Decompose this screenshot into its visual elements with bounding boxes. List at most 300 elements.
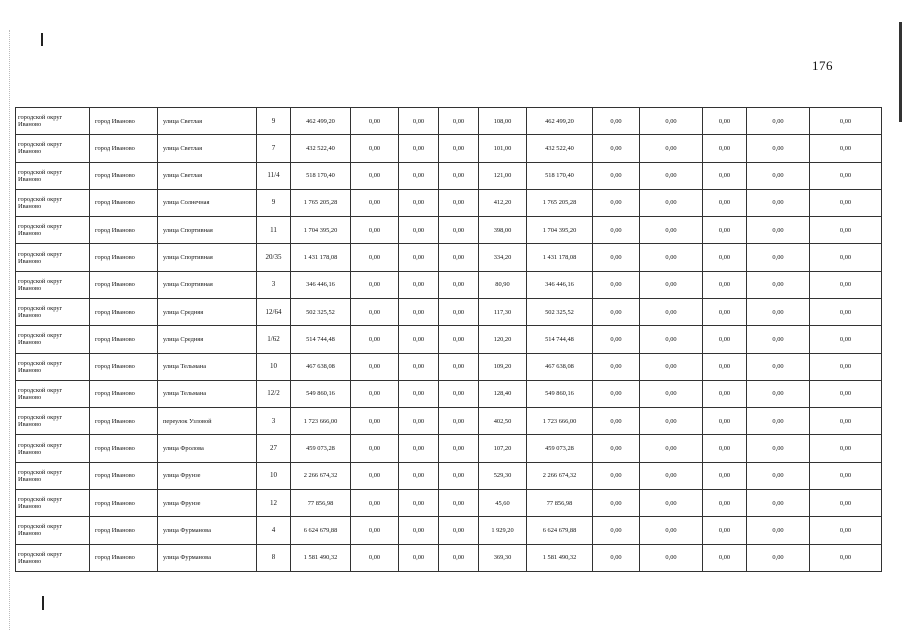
value-cell: 0,00 (640, 162, 703, 189)
scan-mark-top (41, 33, 43, 46)
value-cell: 0,00 (593, 298, 640, 325)
value-cell: 0,00 (747, 217, 810, 244)
city-cell: город Иваново (90, 135, 158, 162)
cost-budget-cell: 514 744,48 (527, 326, 593, 353)
house-number-cell: 3 (257, 271, 291, 298)
value-cell: 0,00 (351, 298, 399, 325)
area-cell: 412,20 (479, 189, 527, 216)
district-line: Иваново (18, 557, 42, 565)
city-cell: город Иваново (90, 108, 158, 135)
value-cell: 0,00 (593, 517, 640, 544)
table-row (16, 326, 882, 353)
district-line: городской округ (18, 550, 63, 558)
value-cell: 0,00 (810, 135, 882, 162)
district-line: Иваново (18, 448, 42, 456)
street-cell: улица Фролова (158, 435, 257, 462)
cost-total-cell: 1 431 178,08 (291, 244, 351, 271)
value-cell: 0,00 (351, 380, 399, 407)
cost-budget-cell: 2 266 674,32 (527, 462, 593, 489)
value-cell: 0,00 (747, 298, 810, 325)
value-cell: 0,00 (703, 298, 747, 325)
value-cell: 0,00 (810, 217, 882, 244)
value-cell: 0,00 (593, 244, 640, 271)
house-number-cell: 20/35 (257, 244, 291, 271)
table-row (16, 217, 882, 244)
district-cell (16, 298, 90, 325)
city-cell: город Иваново (90, 353, 158, 380)
value-cell: 0,00 (640, 544, 703, 572)
house-number-cell: 9 (257, 189, 291, 216)
value-cell: 0,00 (351, 244, 399, 271)
value-cell: 0,00 (703, 517, 747, 544)
value-cell: 0,00 (351, 271, 399, 298)
district-line: Иваново (18, 339, 42, 347)
value-cell: 0,00 (810, 244, 882, 271)
value-cell: 0,00 (810, 326, 882, 353)
value-cell: 0,00 (593, 189, 640, 216)
cost-budget-cell: 432 522,40 (527, 135, 593, 162)
value-cell: 0,00 (439, 462, 479, 489)
district-line: Иваново (18, 530, 42, 538)
cost-total-cell: 432 522,40 (291, 135, 351, 162)
value-cell: 0,00 (439, 408, 479, 435)
value-cell: 0,00 (351, 108, 399, 135)
street-cell: улица Светлая (158, 108, 257, 135)
value-cell: 0,00 (703, 326, 747, 353)
district-cell (16, 462, 90, 489)
district-line: городской округ (18, 168, 63, 176)
registry-table-body (16, 108, 882, 572)
area-cell: 117,30 (479, 298, 527, 325)
value-cell: 0,00 (747, 189, 810, 216)
value-cell: 0,00 (351, 435, 399, 462)
cost-budget-cell: 6 624 679,88 (527, 517, 593, 544)
value-cell: 0,00 (593, 380, 640, 407)
cost-total-cell: 1 581 490,32 (291, 544, 351, 572)
value-cell: 0,00 (640, 217, 703, 244)
value-cell: 0,00 (810, 108, 882, 135)
cost-total-cell: 2 266 674,32 (291, 462, 351, 489)
district-line: Иваново (18, 202, 42, 210)
value-cell: 0,00 (399, 462, 439, 489)
cost-total-cell: 77 856,98 (291, 489, 351, 516)
street-cell: улица Спортивная (158, 271, 257, 298)
district-line: Иваново (18, 393, 42, 401)
table-row (16, 517, 882, 544)
value-cell: 0,00 (439, 353, 479, 380)
value-cell: 0,00 (439, 489, 479, 516)
value-cell: 0,00 (810, 408, 882, 435)
house-number-cell: 3 (257, 408, 291, 435)
value-cell: 0,00 (747, 326, 810, 353)
district-line: городской округ (18, 386, 63, 394)
house-number-cell: 11 (257, 217, 291, 244)
cost-budget-cell: 549 860,16 (527, 380, 593, 407)
area-cell: 45,60 (479, 489, 527, 516)
value-cell: 0,00 (351, 162, 399, 189)
street-cell: улица Спортивная (158, 244, 257, 271)
city-cell: город Иваново (90, 489, 158, 516)
district-line: городской округ (18, 305, 63, 313)
district-line: городской округ (18, 141, 63, 149)
value-cell: 0,00 (640, 108, 703, 135)
city-cell: город Иваново (90, 544, 158, 572)
value-cell: 0,00 (810, 517, 882, 544)
house-number-cell: 7 (257, 135, 291, 162)
value-cell: 0,00 (810, 189, 882, 216)
value-cell: 0,00 (439, 162, 479, 189)
district-cell (16, 326, 90, 353)
value-cell: 0,00 (351, 489, 399, 516)
value-cell: 0,00 (399, 489, 439, 516)
value-cell: 0,00 (351, 517, 399, 544)
value-cell: 0,00 (351, 217, 399, 244)
value-cell: 0,00 (439, 326, 479, 353)
value-cell: 0,00 (640, 189, 703, 216)
value-cell: 0,00 (351, 326, 399, 353)
value-cell: 0,00 (399, 353, 439, 380)
value-cell: 0,00 (439, 271, 479, 298)
value-cell: 0,00 (351, 544, 399, 572)
house-number-cell: 27 (257, 435, 291, 462)
value-cell: 0,00 (439, 435, 479, 462)
table-row (16, 298, 882, 325)
district-cell (16, 380, 90, 407)
value-cell: 0,00 (747, 435, 810, 462)
value-cell: 0,00 (593, 326, 640, 353)
value-cell: 0,00 (399, 189, 439, 216)
value-cell: 0,00 (703, 353, 747, 380)
value-cell: 0,00 (703, 217, 747, 244)
value-cell: 0,00 (747, 244, 810, 271)
cost-budget-cell: 346 446,16 (527, 271, 593, 298)
value-cell: 0,00 (703, 135, 747, 162)
value-cell: 0,00 (593, 271, 640, 298)
scan-edge-bar (899, 22, 902, 122)
cost-total-cell: 549 860,16 (291, 380, 351, 407)
city-cell: город Иваново (90, 326, 158, 353)
house-number-cell: 10 (257, 462, 291, 489)
value-cell: 0,00 (593, 108, 640, 135)
house-number-cell: 8 (257, 544, 291, 572)
street-cell: улица Средняя (158, 298, 257, 325)
area-cell: 107,20 (479, 435, 527, 462)
cost-budget-cell: 1 704 395,20 (527, 217, 593, 244)
street-cell: улица Фрунзе (158, 489, 257, 516)
value-cell: 0,00 (399, 380, 439, 407)
value-cell: 0,00 (640, 271, 703, 298)
city-cell: город Иваново (90, 462, 158, 489)
district-line: Иваново (18, 312, 42, 320)
district-cell (16, 353, 90, 380)
street-cell: улица Светлая (158, 135, 257, 162)
district-line: Иваново (18, 257, 42, 265)
house-number-cell: 12 (257, 489, 291, 516)
value-cell: 0,00 (399, 544, 439, 572)
value-cell: 0,00 (439, 189, 479, 216)
value-cell: 0,00 (593, 489, 640, 516)
value-cell: 0,00 (747, 462, 810, 489)
value-cell: 0,00 (747, 271, 810, 298)
house-number-cell: 11/4 (257, 162, 291, 189)
district-cell (16, 271, 90, 298)
value-cell: 0,00 (810, 298, 882, 325)
value-cell: 0,00 (810, 435, 882, 462)
value-cell: 0,00 (703, 462, 747, 489)
cost-budget-cell: 1 431 178,08 (527, 244, 593, 271)
value-cell: 0,00 (439, 380, 479, 407)
table-row (16, 462, 882, 489)
cost-total-cell: 514 744,48 (291, 326, 351, 353)
value-cell: 0,00 (351, 135, 399, 162)
registry-table (15, 107, 882, 572)
city-cell: город Иваново (90, 217, 158, 244)
value-cell: 0,00 (593, 135, 640, 162)
value-cell: 0,00 (351, 353, 399, 380)
cost-total-cell: 1 765 205,28 (291, 189, 351, 216)
table-row (16, 353, 882, 380)
district-line: Иваново (18, 366, 42, 374)
scan-mark-bottom (42, 596, 44, 610)
district-line: городской округ (18, 468, 63, 476)
district-line: Иваново (18, 284, 42, 292)
value-cell: 0,00 (399, 435, 439, 462)
city-cell: город Иваново (90, 517, 158, 544)
table-row (16, 435, 882, 462)
cost-total-cell: 6 624 679,88 (291, 517, 351, 544)
city-cell: город Иваново (90, 244, 158, 271)
value-cell: 0,00 (439, 217, 479, 244)
value-cell: 0,00 (640, 244, 703, 271)
value-cell: 0,00 (593, 408, 640, 435)
area-cell: 109,20 (479, 353, 527, 380)
district-cell (16, 108, 90, 135)
value-cell: 0,00 (351, 189, 399, 216)
street-cell: переулок Узловой (158, 408, 257, 435)
district-cell (16, 517, 90, 544)
street-cell: улица Фрунзе (158, 462, 257, 489)
district-line: городской округ (18, 114, 63, 122)
cost-budget-cell: 1 723 666,00 (527, 408, 593, 435)
district-line: Иваново (18, 175, 42, 183)
value-cell: 0,00 (351, 408, 399, 435)
district-line: Иваново (18, 230, 42, 238)
value-cell: 0,00 (640, 380, 703, 407)
cost-total-cell: 346 446,16 (291, 271, 351, 298)
street-cell: улица Фурманова (158, 517, 257, 544)
value-cell: 0,00 (640, 135, 703, 162)
cost-budget-cell: 467 638,08 (527, 353, 593, 380)
value-cell: 0,00 (640, 489, 703, 516)
table-row (16, 489, 882, 516)
city-cell: город Иваново (90, 435, 158, 462)
value-cell: 0,00 (399, 162, 439, 189)
value-cell: 0,00 (640, 462, 703, 489)
value-cell: 0,00 (593, 435, 640, 462)
cost-total-cell: 467 638,08 (291, 353, 351, 380)
value-cell: 0,00 (399, 326, 439, 353)
city-cell: город Иваново (90, 380, 158, 407)
street-cell: улица Солнечная (158, 189, 257, 216)
value-cell: 0,00 (399, 271, 439, 298)
table-row (16, 271, 882, 298)
district-line: Иваново (18, 421, 42, 429)
street-cell: улица Светлая (158, 162, 257, 189)
cost-total-cell: 502 325,52 (291, 298, 351, 325)
cost-total-cell: 459 073,28 (291, 435, 351, 462)
value-cell: 0,00 (703, 544, 747, 572)
value-cell: 0,00 (747, 489, 810, 516)
value-cell: 0,00 (439, 135, 479, 162)
value-cell: 0,00 (810, 544, 882, 572)
street-cell: улица Средняя (158, 326, 257, 353)
district-line: городской округ (18, 332, 63, 340)
district-cell (16, 435, 90, 462)
district-line: городской округ (18, 441, 63, 449)
table-row (16, 189, 882, 216)
value-cell: 0,00 (593, 544, 640, 572)
street-cell: улица Спортивная (158, 217, 257, 244)
value-cell: 0,00 (703, 435, 747, 462)
value-cell: 0,00 (399, 408, 439, 435)
value-cell: 0,00 (810, 271, 882, 298)
district-line: городской округ (18, 414, 63, 422)
value-cell: 0,00 (703, 162, 747, 189)
district-line: городской округ (18, 223, 63, 231)
cost-budget-cell: 502 325,52 (527, 298, 593, 325)
street-cell: улица Тельмана (158, 380, 257, 407)
value-cell: 0,00 (703, 108, 747, 135)
value-cell: 0,00 (810, 353, 882, 380)
value-cell: 0,00 (439, 517, 479, 544)
area-cell: 128,40 (479, 380, 527, 407)
value-cell: 0,00 (640, 517, 703, 544)
value-cell: 0,00 (747, 380, 810, 407)
value-cell: 0,00 (703, 489, 747, 516)
value-cell: 0,00 (703, 380, 747, 407)
city-cell: город Иваново (90, 271, 158, 298)
district-cell (16, 135, 90, 162)
district-line: Иваново (18, 121, 42, 129)
value-cell: 0,00 (399, 108, 439, 135)
value-cell: 0,00 (593, 353, 640, 380)
area-cell: 101,00 (479, 135, 527, 162)
value-cell: 0,00 (399, 298, 439, 325)
area-cell: 121,00 (479, 162, 527, 189)
value-cell: 0,00 (747, 517, 810, 544)
value-cell: 0,00 (399, 244, 439, 271)
city-cell: город Иваново (90, 298, 158, 325)
value-cell: 0,00 (747, 135, 810, 162)
value-cell: 0,00 (593, 462, 640, 489)
value-cell: 0,00 (747, 544, 810, 572)
value-cell: 0,00 (810, 489, 882, 516)
table-row (16, 380, 882, 407)
value-cell: 0,00 (640, 298, 703, 325)
value-cell: 0,00 (747, 162, 810, 189)
value-cell: 0,00 (810, 380, 882, 407)
table-row (16, 244, 882, 271)
cost-budget-cell: 1 581 490,32 (527, 544, 593, 572)
value-cell: 0,00 (747, 408, 810, 435)
area-cell: 80,90 (479, 271, 527, 298)
district-line: городской округ (18, 277, 63, 285)
district-line: городской округ (18, 523, 63, 531)
table-row (16, 135, 882, 162)
value-cell: 0,00 (703, 271, 747, 298)
area-cell: 120,20 (479, 326, 527, 353)
district-cell (16, 544, 90, 572)
area-cell: 108,00 (479, 108, 527, 135)
city-cell: город Иваново (90, 408, 158, 435)
table-row (16, 162, 882, 189)
area-cell: 1 929,20 (479, 517, 527, 544)
value-cell: 0,00 (640, 353, 703, 380)
value-cell: 0,00 (399, 135, 439, 162)
district-cell (16, 217, 90, 244)
area-cell: 529,30 (479, 462, 527, 489)
area-cell: 369,30 (479, 544, 527, 572)
house-number-cell: 1/62 (257, 326, 291, 353)
table-row (16, 544, 882, 572)
value-cell: 0,00 (810, 462, 882, 489)
value-cell: 0,00 (703, 244, 747, 271)
value-cell: 0,00 (351, 462, 399, 489)
street-cell: улица Тельмана (158, 353, 257, 380)
cost-total-cell: 462 499,20 (291, 108, 351, 135)
house-number-cell: 12/2 (257, 380, 291, 407)
area-cell: 398,00 (479, 217, 527, 244)
cost-total-cell: 1 704 395,20 (291, 217, 351, 244)
cost-budget-cell: 459 073,28 (527, 435, 593, 462)
district-line: городской округ (18, 195, 63, 203)
district-cell (16, 162, 90, 189)
value-cell: 0,00 (439, 544, 479, 572)
cost-budget-cell: 77 856,98 (527, 489, 593, 516)
district-line: городской округ (18, 496, 63, 504)
value-cell: 0,00 (439, 298, 479, 325)
value-cell: 0,00 (439, 244, 479, 271)
cost-budget-cell: 1 765 205,28 (527, 189, 593, 216)
value-cell: 0,00 (399, 517, 439, 544)
value-cell: 0,00 (640, 435, 703, 462)
street-cell: улица Фурманова (158, 544, 257, 572)
value-cell: 0,00 (747, 353, 810, 380)
value-cell: 0,00 (593, 162, 640, 189)
value-cell: 0,00 (703, 189, 747, 216)
district-line: Иваново (18, 503, 42, 511)
value-cell: 0,00 (399, 217, 439, 244)
district-cell (16, 408, 90, 435)
scan-margin-dots (9, 30, 11, 630)
value-cell: 0,00 (703, 408, 747, 435)
cost-total-cell: 518 170,40 (291, 162, 351, 189)
table-row (16, 408, 882, 435)
area-cell: 402,50 (479, 408, 527, 435)
cost-budget-cell: 518 170,40 (527, 162, 593, 189)
cost-budget-cell: 462 499,20 (527, 108, 593, 135)
area-cell: 334,20 (479, 244, 527, 271)
house-number-cell: 4 (257, 517, 291, 544)
district-cell (16, 489, 90, 516)
value-cell: 0,00 (810, 162, 882, 189)
house-number-cell: 12/64 (257, 298, 291, 325)
house-number-cell: 9 (257, 108, 291, 135)
value-cell: 0,00 (439, 108, 479, 135)
district-line: Иваново (18, 148, 42, 156)
district-cell (16, 189, 90, 216)
district-line: Иваново (18, 475, 42, 483)
